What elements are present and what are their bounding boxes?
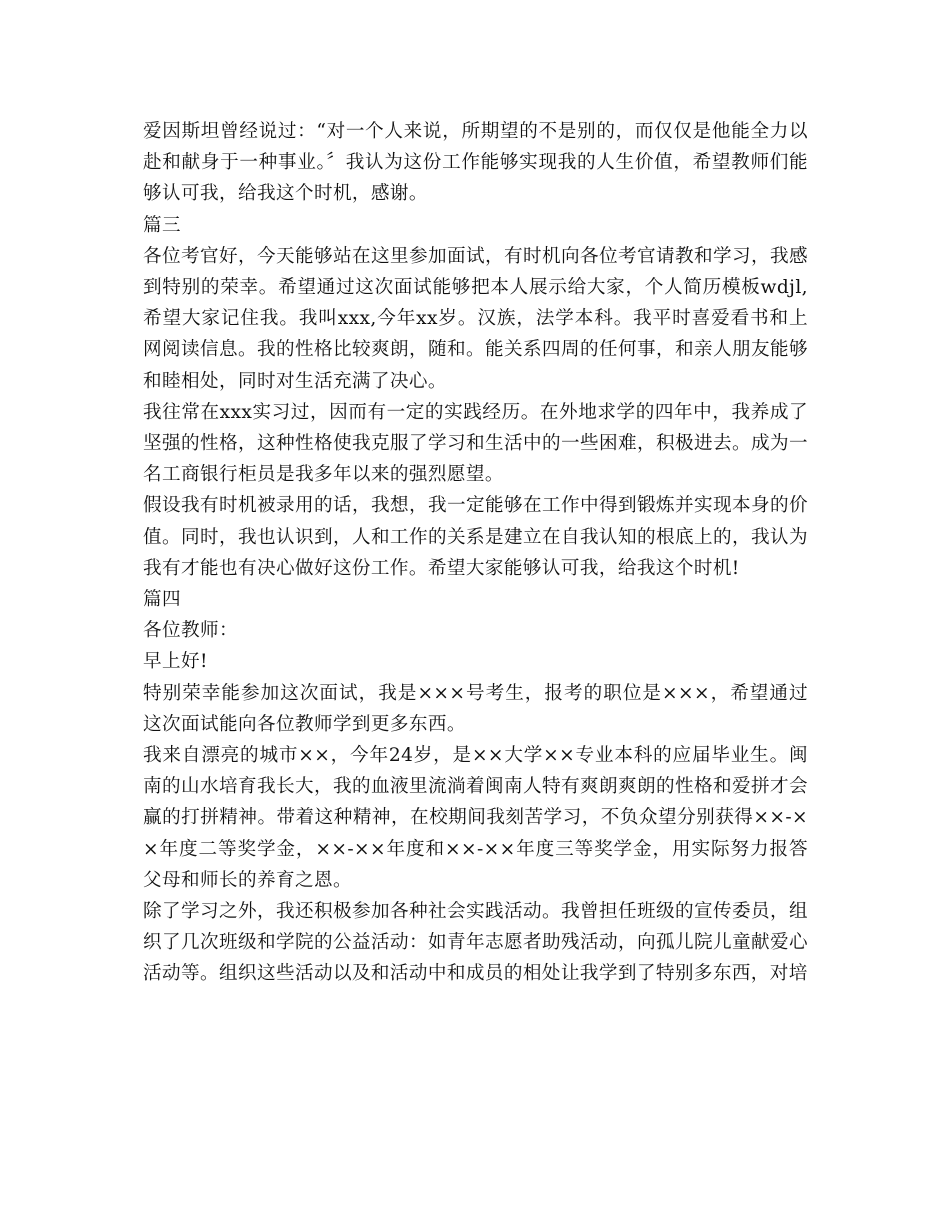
- section-heading-part-four: 篇四: [143, 589, 181, 611]
- paragraph-background: 我来自漂亮的城市××，今年24岁，是××大学××专业本科的应届毕业生。闽南的山水培育我长大，我的血液里流淌着闽南人特有爽朗爽朗的性格和爱拼才会赢的打拼精神。带着这种精神，在校期间我刻苦学习，不负众望分别获得××-××年度二等奖学金，××-××年度和××-××年度三等奖学金，用实际努力报答父母和师长的养育之恩。: [143, 745, 808, 891]
- paragraph-internship: 我往常在xxx实习过，因而有一定的实践经历。在外地求学的四年中，我养成了坚强的性格，这种性格使我克服了学习和生活中的一些困难，积极进去。成为一名工商银行柜员是我多年以来的强烈愿望。: [143, 401, 808, 486]
- paragraph-einstein-quote: 爱因斯坦曾经说过：“对一个人来说，所期望的不是别的，而仅仅是他能全力以赴和献身于一种事业。〞我认为这份工作能够实现我的人生价值，希望教师们能够认可我，给我这个时机，感谢。: [143, 121, 808, 205]
- paragraph-activities: 除了学习之外，我还积极参加各种社会实践活动。我曾担任班级的宣传委员，组织了几次班级和学院的公益活动：如青年志愿者助残活动，向孤儿院儿童献爱心活动等。组织这些活动以及和活动中和成员的相处让我学到了特别多东西，对培: [143, 901, 808, 985]
- section-heading-part-three: 篇三: [143, 214, 181, 236]
- paragraph-self-introduction: 各位考官好，今天能够站在这里参加面试，有时机向各位考官请教和学习，我感到特别的荣幸。希望通过这次面试能够把本人展示给大家，个人简历模板wdjl,希望大家记住我。我叫xxx,今年xx岁。汉族，法学本科。我平时喜爱看书和上网阅读信息。我的性格比较爽朗，随和。能关系四周的任何事，和亲人朋友能够和睦相处，同时对生活充满了决心。: [143, 245, 808, 392]
- salutation: 各位教师：: [143, 620, 238, 642]
- greeting: 早上好!: [143, 651, 208, 673]
- paragraph-if-hired: 假设我有时机被录用的话，我想，我一定能够在工作中得到锻炼并实现本身的价值。同时，我也认识到，人和工作的关系是建立在自我认知的根底上的，我认为我有才能也有决心做好这份工作。希望大家能够认可我，给我这个时机!: [143, 495, 808, 579]
- document-body: [143, 116, 808, 990]
- paragraph-candidate-intro: 特别荣幸能参加这次面试，我是×××号考生，报考的职位是×××，希望通过这次面试能向各位教师学到更多东西。: [143, 682, 808, 735]
